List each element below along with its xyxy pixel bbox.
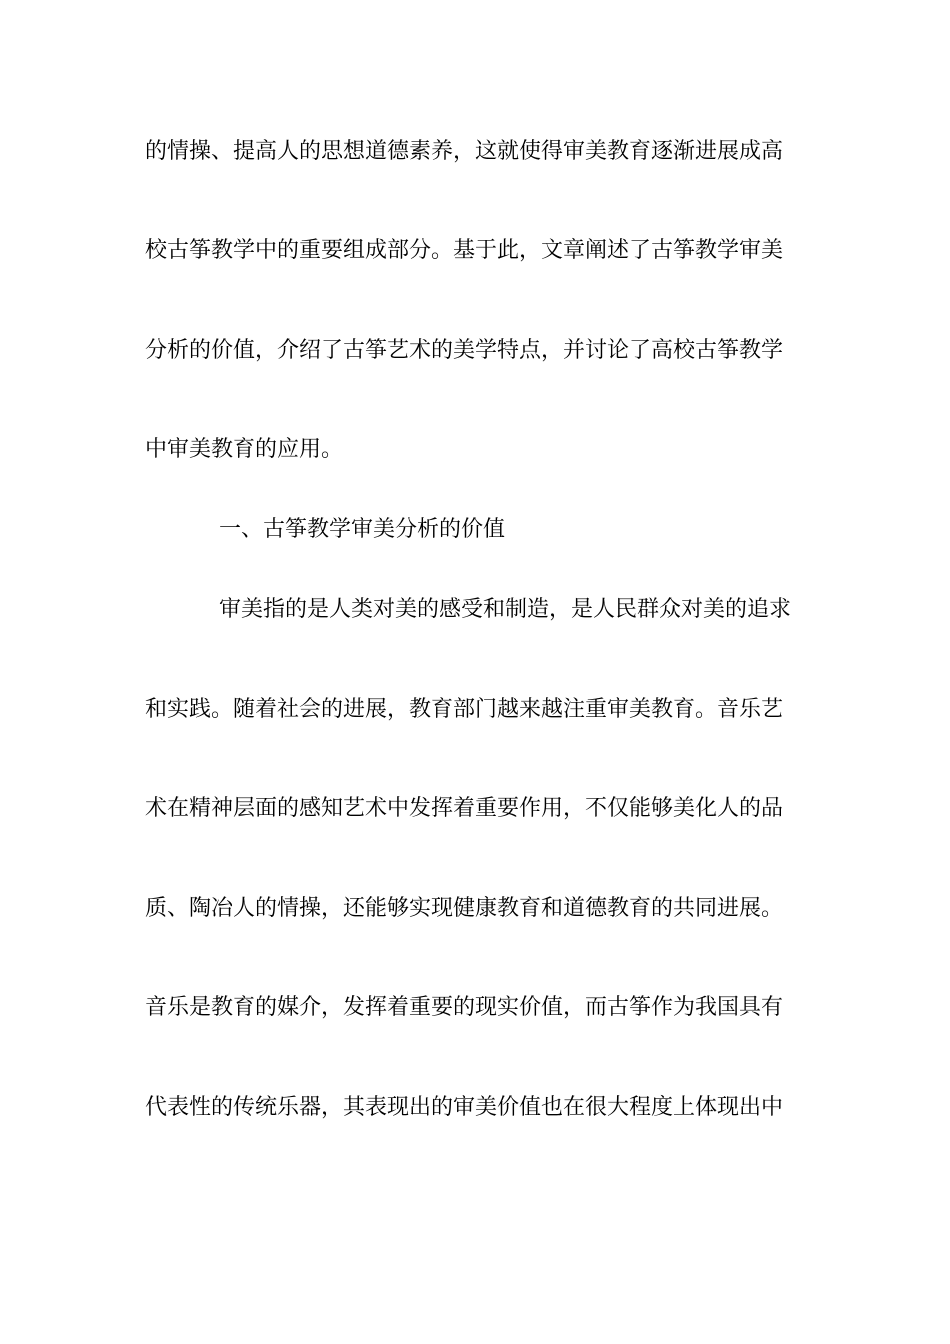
paragraph-line-2: 和实践。随着社会的进展，教育部门越来越注重审美教育。音乐艺 xyxy=(145,697,784,722)
continuation-line-3: 分析的价值，介绍了古筝艺术的美学特点，并讨论了高校古筝教学 xyxy=(145,338,784,363)
paragraph-line-1: 审美指的是人类对美的感受和制造，是人民群众对美的追求 xyxy=(219,597,792,622)
paragraph-line-6: 代表性的传统乐器，其表现出的审美价值也在很大程度上体现出中 xyxy=(145,1095,784,1120)
section-heading: 一、古筝教学审美分析的价值 xyxy=(219,517,506,542)
paragraph-line-4: 质、陶冶人的情操，还能够实现健康教育和道德教育的共同进展。 xyxy=(145,896,784,921)
continuation-line-4: 中审美教育的应用。 xyxy=(145,437,344,462)
continuation-line-2: 校古筝教学中的重要组成部分。基于此，文章阐述了古筝教学审美 xyxy=(145,238,784,263)
paragraph-line-5: 音乐是教育的媒介，发挥着重要的现实价值，而古筝作为我国具有 xyxy=(145,995,784,1020)
continuation-line-1: 的情操、提高人的思想道德素养，这就使得审美教育逐渐进展成高 xyxy=(145,139,784,164)
paragraph-line-3: 术在精神层面的感知艺术中发挥着重要作用，不仅能够美化人的品 xyxy=(145,796,784,821)
